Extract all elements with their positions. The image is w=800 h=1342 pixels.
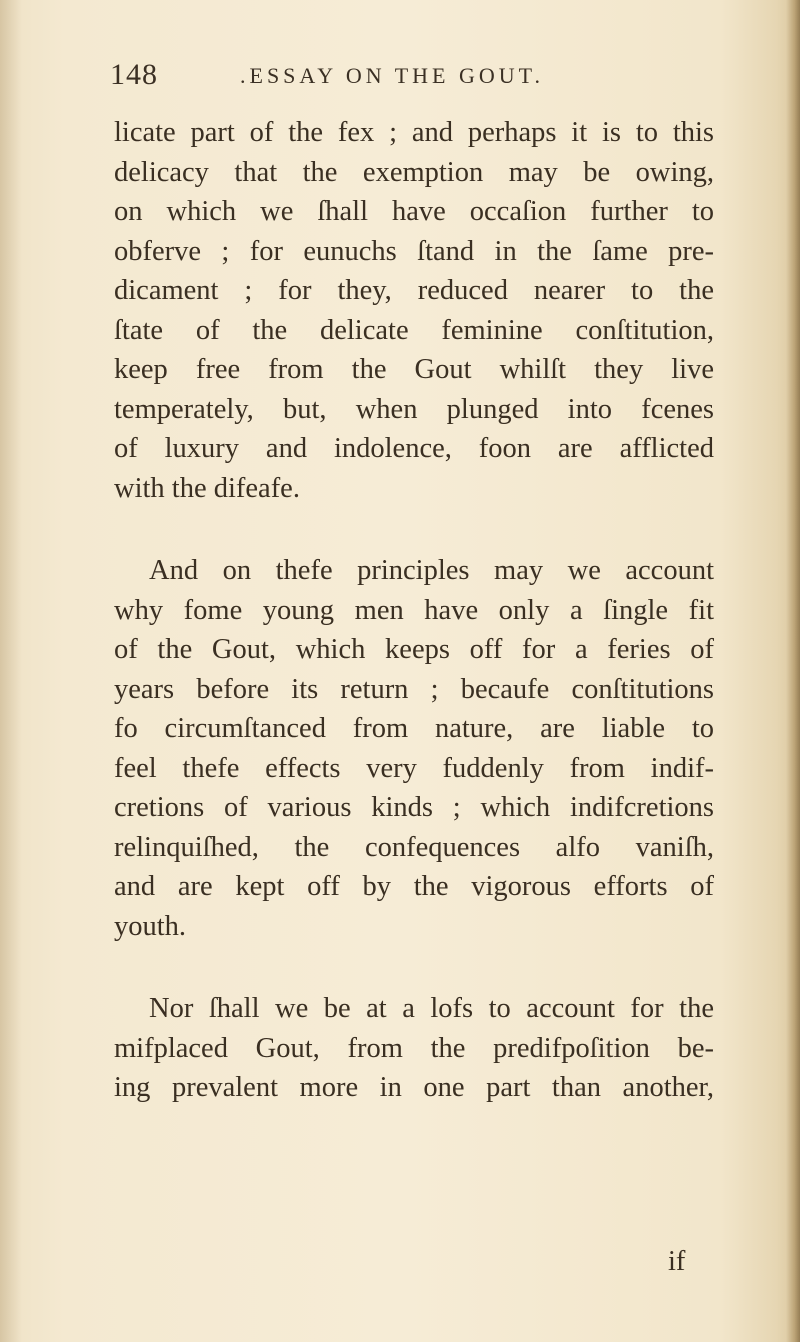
text-line: relinquiſhed, the confequences alfo vaniſh,	[114, 831, 714, 863]
text-line: on which we ſhall have occaſion further to	[114, 196, 714, 227]
text-line: temperately, but, when plunged into fcenes	[114, 393, 714, 425]
paragraph	[114, 551, 714, 946]
text-line: ſtate of the delicate feminine conſtitution,	[114, 314, 714, 346]
text-line: licate part of the fex ; and perhaps it is to this	[114, 117, 714, 148]
text-line: why fome young men have only a ſingle fit	[114, 594, 714, 626]
text-line: dicament ; for they, reduced nearer to the	[114, 275, 714, 306]
paragraph	[114, 989, 714, 1108]
text-line: Nor ſhall we be at a lofs to account for the	[149, 993, 714, 1024]
running-title: .ESSAY ON THE GOUT.	[240, 63, 544, 88]
body-text	[114, 113, 714, 1108]
text-line: And on thefe principles may we account	[149, 555, 714, 586]
text-line: delicacy that the exemption may be owing,	[114, 156, 714, 188]
text-line: ing prevalent more in one part than another,	[114, 1072, 714, 1103]
text-line: with the difeafe.	[114, 472, 300, 504]
page-header	[110, 58, 710, 98]
page-number: 148	[110, 58, 158, 91]
text-line: years before its return ; becaufe conſtitutions	[114, 673, 714, 705]
paragraph	[114, 113, 714, 508]
text-line: obferve ; for eunuchs ſtand in the ſame pre-	[114, 235, 714, 267]
text-line: cretions of various kinds ; which indifcretions	[114, 792, 714, 823]
text-line: feel thefe effects very fuddenly from indif-	[114, 752, 714, 784]
text-line: youth.	[114, 910, 187, 942]
text-line: mifplaced Gout, from the predifpoſition be-	[114, 1032, 714, 1064]
text-line: of the Gout, which keeps off for a feries of	[114, 634, 714, 665]
text-line: keep free from the Gout whilſt they live	[114, 354, 714, 385]
text-line: and are kept off by the vigorous efforts of	[114, 871, 714, 902]
text-line: fo circumſtanced from nature, are liable to	[114, 713, 714, 744]
catchword: if	[668, 1246, 686, 1277]
text-line: of luxury and indolence, foon are afflicted	[114, 433, 714, 464]
